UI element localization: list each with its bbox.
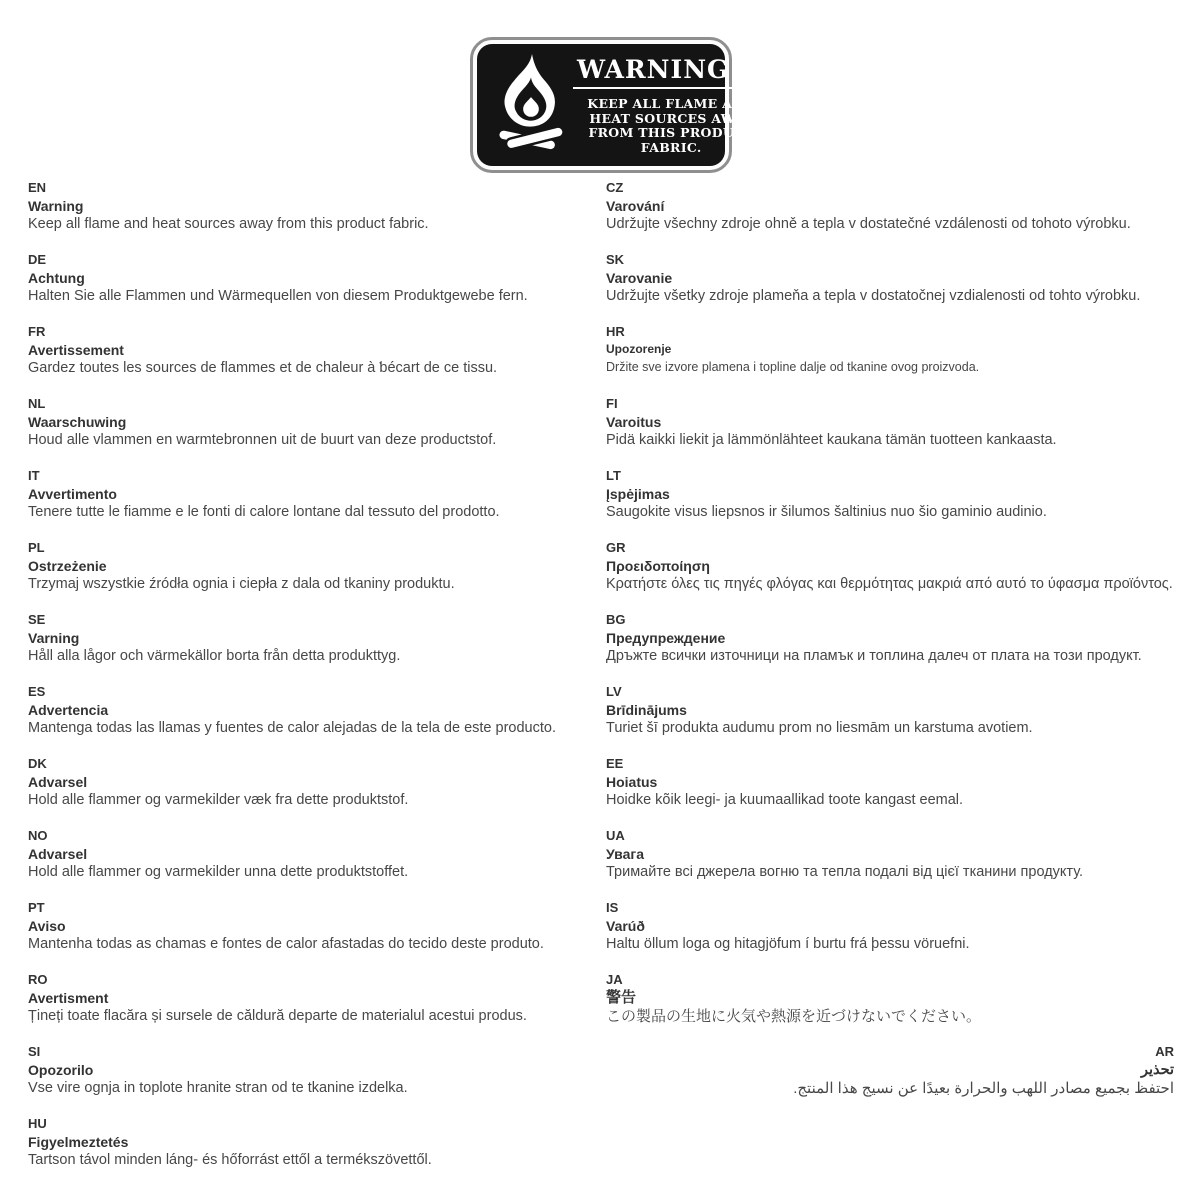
language-section [606,755,1174,827]
warning-text: Tenere tutte le fiamme e le fonti di calore lontane dal tessuto del prodotto. [28,504,500,520]
warning-text: Udržujte všechny zdroje ohně a tepla v dostatečné vzdálenosti od tohoto výrobku. [606,216,1131,232]
warning-text: Pidä kaikki liekit ja lämmönlähteet kaukana tämän tuotteen kankaasta. [606,432,1057,448]
language-code: AR [1155,1044,1174,1059]
warning-text: Keep all flame and heat sources away from this product fabric. [28,216,429,232]
language-code: SI [28,1044,41,1059]
warning-text: Hold alle flammer og varmekilder unna dette produktstoffet. [28,864,409,880]
warning-text: Halten Sie alle Flammen und Wärmequellen von diesem Produktgewebe fern. [28,288,528,304]
warning-heading: Varovanie [606,270,673,286]
warning-text: Držite sve izvore plamena i topline dalje od tkanine ovog proizvoda. [606,360,980,374]
warning-heading: Achtung [28,270,85,286]
language-section [606,395,1174,467]
language-code: RO [28,972,48,987]
language-code: FR [28,324,46,339]
language-section [606,827,1174,899]
warning-text: Țineți toate flacăra și sursele de căldură departe de materialul acestui produs. [28,1008,527,1024]
warning-heading: Hoiatus [606,774,658,790]
warning-text: Hoidke kõik leegi- ja kuumaallikad toote kangast eemal. [606,792,964,808]
right-column [606,179,1174,1187]
warning-heading: Brīdinājums [606,702,687,718]
warning-heading: Avvertimento [28,486,117,502]
language-columns [28,179,1174,1187]
warning-text: Saugokite visus liepsnos ir šilumos šaltinius nuo šio gaminio audinio. [606,504,1047,520]
language-section [28,611,606,683]
language-code: CZ [606,180,624,195]
language-section [606,971,1174,1043]
language-code: BG [606,612,626,627]
warning-text: Mantenga todas las llamas y fuentes de calor alejadas de la tela de este producto. [28,720,556,736]
warning-text: Håll alla lågor och värmekällor borta från detta produkttyg. [28,648,401,664]
badge-subtitle-line: FROM THIS PRODUCT [588,125,754,140]
badge-subtitle [573,97,769,155]
language-code: IT [28,468,40,483]
language-code: UA [606,828,625,843]
warning-text: Κρατήστε όλες τις πηγές φλόγας και θερμότητας μακριά από αυτό το ύφασμα προϊόντος. [606,576,1173,592]
language-section [606,1043,1174,1115]
language-code: ES [28,684,46,699]
warning-heading: Opozorilo [28,1062,94,1078]
warning-text: احتفظ بجميع مصادر اللهب والحرارة بعيدًا عن نسيج هذا المنتج. [793,1080,1174,1097]
warning-heading: Varúð [606,918,645,934]
warning-badge [470,37,766,173]
language-code: GR [606,540,626,555]
campfire-icon [491,52,571,160]
warning-heading: Aviso [28,918,66,934]
warning-heading: Προειδοποίηση [606,558,710,574]
language-section [28,899,606,971]
warning-heading: Varoitus [606,414,662,430]
language-section [606,251,1174,323]
language-section [28,683,606,755]
left-column [28,179,606,1187]
warning-text: Haltu öllum loga og hitagjöfum í burtu frá þessu vöruefni. [606,936,970,952]
warning-text: Tartson távol minden láng- és hőforrást ettől a termékszövettől. [28,1152,432,1168]
language-section [28,323,606,395]
badge-subtitle-line: FABRIC. [640,139,702,155]
warning-text: Houd alle vlammen en warmtebronnen uit de buurt van deze productstof. [28,432,497,448]
language-code: IS [606,900,619,915]
language-section [28,467,606,539]
language-section [606,539,1174,611]
language-section [28,755,606,827]
language-section [606,467,1174,539]
warning-heading: Waarschuwing [28,414,127,430]
badge-subtitle-line: KEEP ALL FLAME AND [587,96,756,111]
language-section [28,251,606,323]
warning-heading: Upozorenje [606,342,672,356]
language-code: NL [28,396,46,411]
warning-heading: Предупреждение [606,630,726,646]
warning-text: Turiet šī produkta audumu prom no liesmām un karstuma avotiem. [606,720,1033,736]
language-code: EE [606,756,624,771]
warning-heading: Avertisment [28,990,109,1006]
language-code: JA [606,972,623,987]
language-code: FI [606,396,618,411]
warning-heading: Varning [28,630,80,646]
warning-text: Vse vire ognja in toplote hranite stran od te tkanine izdelka. [28,1080,408,1096]
language-code: DK [28,756,47,771]
warning-heading: Advertencia [28,702,109,718]
language-section [606,611,1174,683]
warning-text: Trzymaj wszystkie źródła ognia i ciepła z dala od tkaniny produktu. [28,576,455,592]
language-code: SK [606,252,625,267]
language-section [28,179,606,251]
language-section [28,395,606,467]
language-code: HR [606,324,625,339]
warning-text: Udržujte všetky zdroje plameňa a tepla v dostatočnej vzdialenosti od tohto výrobku. [606,288,1141,304]
language-section [606,179,1174,251]
warning-heading: Įspėjimas [606,486,670,502]
warning-text: Mantenha todas as chamas e fontes de calor afastadas do tecido deste produto. [28,936,544,952]
warning-text: この製品の生地に火気や熱源を近づけないでください。 [606,1008,982,1025]
warning-text: Тримайте всі джерела вогню та тепла подалі від цієї тканини продукту. [606,864,1084,880]
language-section [28,971,606,1043]
language-section [28,1115,606,1187]
badge-title: WARNING!!! [573,55,769,89]
warning-heading: Ostrzeżenie [28,558,107,574]
language-code: DE [28,252,47,267]
warning-heading: Avertissement [28,342,124,358]
warning-heading: تحذير [1140,1062,1174,1078]
warning-heading: Figyelmeztetés [28,1134,129,1150]
language-code: EN [28,180,47,195]
language-section [606,683,1174,755]
badge-subtitle-line: HEAT SOURCES AWAY [589,110,753,126]
language-code: HU [28,1116,47,1131]
warning-text: Gardez toutes les sources de flammes et de chaleur à ƅécart de ce tissu. [28,360,498,376]
language-section [28,539,606,611]
warning-heading: Увага [606,846,645,862]
warning-badge-text [571,55,779,155]
language-code: PL [28,540,45,555]
language-section [606,323,1174,395]
language-code: NO [28,828,48,843]
language-section [606,899,1174,971]
warning-heading: 警告 [606,989,637,1006]
language-section [28,1043,606,1115]
language-section [28,827,606,899]
warning-heading: Advarsel [28,774,88,790]
warning-heading: Varování [606,198,665,214]
warning-text: Дръжте всички източници на пламък и топлина далеч от плата на този продукт. [606,648,1142,664]
language-code: LV [606,684,622,699]
warning-heading: Warning [28,198,84,214]
warning-badge-inner [477,44,766,166]
warning-text: Hold alle flammer og varmekilder væk fra dette produktstof. [28,792,409,808]
language-code: SE [28,612,46,627]
language-code: PT [28,900,45,915]
warning-heading: Advarsel [28,846,88,862]
language-code: LT [606,468,621,483]
